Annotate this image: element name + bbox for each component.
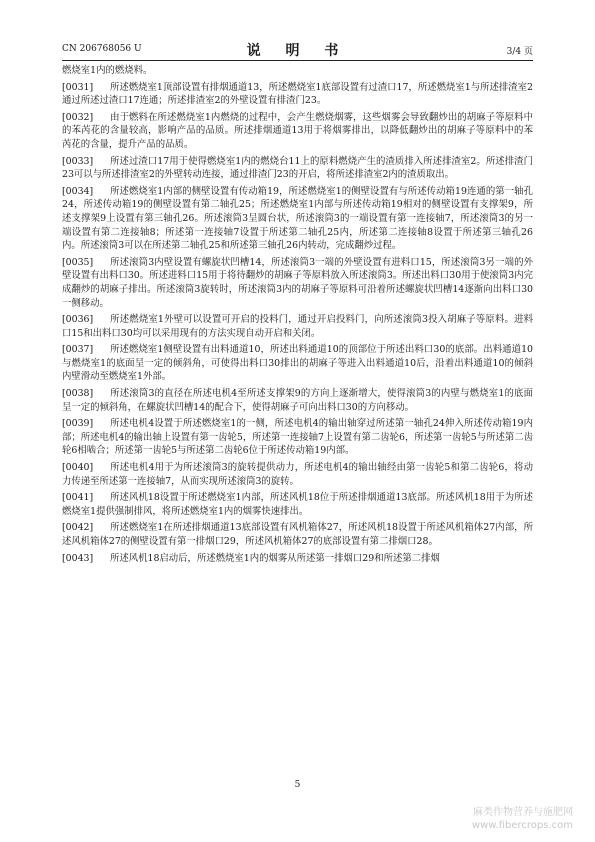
paragraph-0036 xyxy=(62,313,533,340)
paragraph-continuation xyxy=(62,64,533,78)
paragraph-0031 xyxy=(62,81,533,108)
site-watermark xyxy=(472,806,573,832)
paragraph-text: 所述燃烧室1内部的侧壁设置有传动箱19，所述燃烧室1的侧壁设置有与所述传动箱19连通的第一轴孔24，所述传动箱19的侧壁设置有第二轴孔25；所述燃烧室1内部与所述传动箱19相对的侧壁设置有支撑架9，所述支撑架9上设置有第三轴孔26。所述滚筒3呈圆台状，所述滚筒3的一端设置有第一连接轴7，所述滚筒3的另一端设置有第二连接轴8；所述第一连接轴7设置于所述第二轴孔25内，所述第二连接轴8设置于所述第三轴孔26内。所述滚筒3可以在所述第二轴孔25和所述第三轴孔26内转动，完成翻炒过程。 xyxy=(62,185,533,252)
paragraph-number: [0043] xyxy=(62,552,94,564)
paragraph-number: [0032] xyxy=(62,111,94,123)
paragraph-text: 所述滚筒3内壁设置有螺旋状凹槽14，所述滚筒3一端的外壁设置有进料口15，所述滚筒3另一端的外壁设置有出料口30。所述进料口15用于将待翻炒的胡麻子等原料放入所述滚筒3。所述出料口30用于使滚筒3内完成翻炒的胡麻子排出。所述滚筒3旋转时，所述滚筒3内的胡麻子等原料可沿着所述螺旋状凹槽14逐渐向出料口30一侧移动。 xyxy=(62,256,533,309)
paragraph-text: 所述过渣口17用于使得燃烧室1内的燃烧台11上的原料燃烧产生的渣质排入所述排渣室2。所述排渣门23可以与所述排渣室2的外壁转动连接，通过排渣门23的开启，将所述排渣室2内的渣质取出。 xyxy=(62,155,533,181)
page-header xyxy=(62,40,533,61)
paragraph-0040 xyxy=(62,461,533,488)
paragraph-number: [0031] xyxy=(62,81,94,93)
paragraph-number: [0041] xyxy=(62,492,94,504)
paragraph-text: 燃烧室1内的燃烧料。 xyxy=(62,65,153,76)
paragraph-text: 所述燃烧室1顶部设置有排烟通道13，所述燃烧室1底部设置有过渣口17，所述燃烧室1与所述排渣室2通过所述过渣口17连通；所述排渣室2的外壁设置有排渣门23。 xyxy=(62,81,533,107)
paragraph-0038 xyxy=(62,387,533,414)
watermark-site-name: 麻类作物营养与施肥网 xyxy=(473,807,573,818)
watermark-site-url: www.fibercrops.com xyxy=(471,820,573,831)
paragraph-0042 xyxy=(62,521,533,548)
paragraph-number: [0035] xyxy=(62,256,94,268)
paragraph-number: [0036] xyxy=(62,314,94,326)
paragraph-text: 所述燃烧室1侧壁设置有出料通道10，所述出料通道10的顶部位于所述出料口30的底部。出料通道10与燃烧室1的底面呈一定的倾斜角，可使得出料口30排出的胡麻子等进入出料通道10后，沿着出料通道10的倾斜内壁滑动至燃烧室1外部。 xyxy=(62,344,533,383)
paragraph-0034 xyxy=(62,185,533,253)
paragraph-text: 所述风机18设置于所述燃烧室1内部，所述风机18位于所述排烟通道13底部。所述风机18用于为所述燃烧室1提供强制排风，将所述燃烧室1内的烟雾快速排出。 xyxy=(62,492,533,517)
paragraph-0033 xyxy=(62,155,533,182)
document-title: 说 明 书 xyxy=(246,43,349,59)
description-body xyxy=(62,64,533,568)
paragraph-0039 xyxy=(62,417,533,458)
paragraph-0037 xyxy=(62,343,533,384)
paragraph-number: [0042] xyxy=(62,522,94,534)
paragraph-0035 xyxy=(62,256,533,310)
page-number: 5 xyxy=(294,780,301,790)
paragraph-text: 所述燃烧室1外壁可以设置可开启的投料门，通过开启投料门，向所述滚筒3投入胡麻子等原料。进料口15和出料口30均可以采用现有的方法实现自动开启和关闭。 xyxy=(62,314,533,339)
paragraph-number: [0039] xyxy=(62,418,94,430)
paragraph-text: 所述电机4设置于所述燃烧室1的一侧，所述电机4的输出轴穿过所述第一轴孔24伸入所述传动箱19内部；所述电机4的输出轴上设置有第一齿轮5，所述第一连接轴7上设置有第二齿轮6，所述第一齿轮5与所述第二齿轮6相啮合；所述第一齿轮5与所述第二齿轮6位于所述传动箱19内部。 xyxy=(62,418,533,457)
paragraph-text: 所述燃烧室1在所述排烟通道13底部设置有风机箱体27，所述风机18设置于所述风机箱体27内部，所述风机箱体27的侧壁设置有第一排烟口29，所述风机箱体27的底部设置有第二排烟口28。 xyxy=(62,522,533,547)
paragraph-text: 由于燃料在所述燃烧室1内燃烧的过程中，会产生燃烧烟雾，这些烟雾会导致翻炒出的胡麻子等原料中的苯芮花的含量较高，影响产品的品质。所述排烟通道13用于将烟雾排出，以降低翻炒出的胡麻子等原料中的苯芮花的含量，提升产品的品质。 xyxy=(62,111,533,150)
document-number: CN 206768056 U xyxy=(62,44,142,54)
paragraph-number: [0033] xyxy=(62,155,94,167)
paragraph-number: [0040] xyxy=(62,462,94,474)
paragraph-text: 所述电机4用于为所述滚筒3的旋转提供动力，所述电机4的输出轴经由第一齿轮5和第二齿轮6，将动力传递至所述第一连接轴7，从而实现所述滚筒3的旋转。 xyxy=(62,462,533,487)
paragraph-number: [0034] xyxy=(62,185,94,197)
paragraph-text: 所述风机18启动后，所述燃烧室1内的烟雾从所述第一排烟口29和所述第二排烟 xyxy=(110,552,440,564)
paragraph-number: [0037] xyxy=(62,344,94,356)
paragraph-number: [0038] xyxy=(62,388,94,400)
paragraph-0032 xyxy=(62,111,533,152)
paragraph-0043 xyxy=(62,552,533,566)
paragraph-text: 所述滚筒3的直径在所述电机4至所述支撑架9的方向上逐渐增大，使得滚筒3的内壁与燃烧室1的底面呈一定的倾斜角，在螺旋状凹槽14的配合下，使得胡麻子可向出料口30的方向移动。 xyxy=(62,388,533,413)
paragraph-0041 xyxy=(62,491,533,518)
page-indicator: 3/4 页 xyxy=(506,47,533,57)
